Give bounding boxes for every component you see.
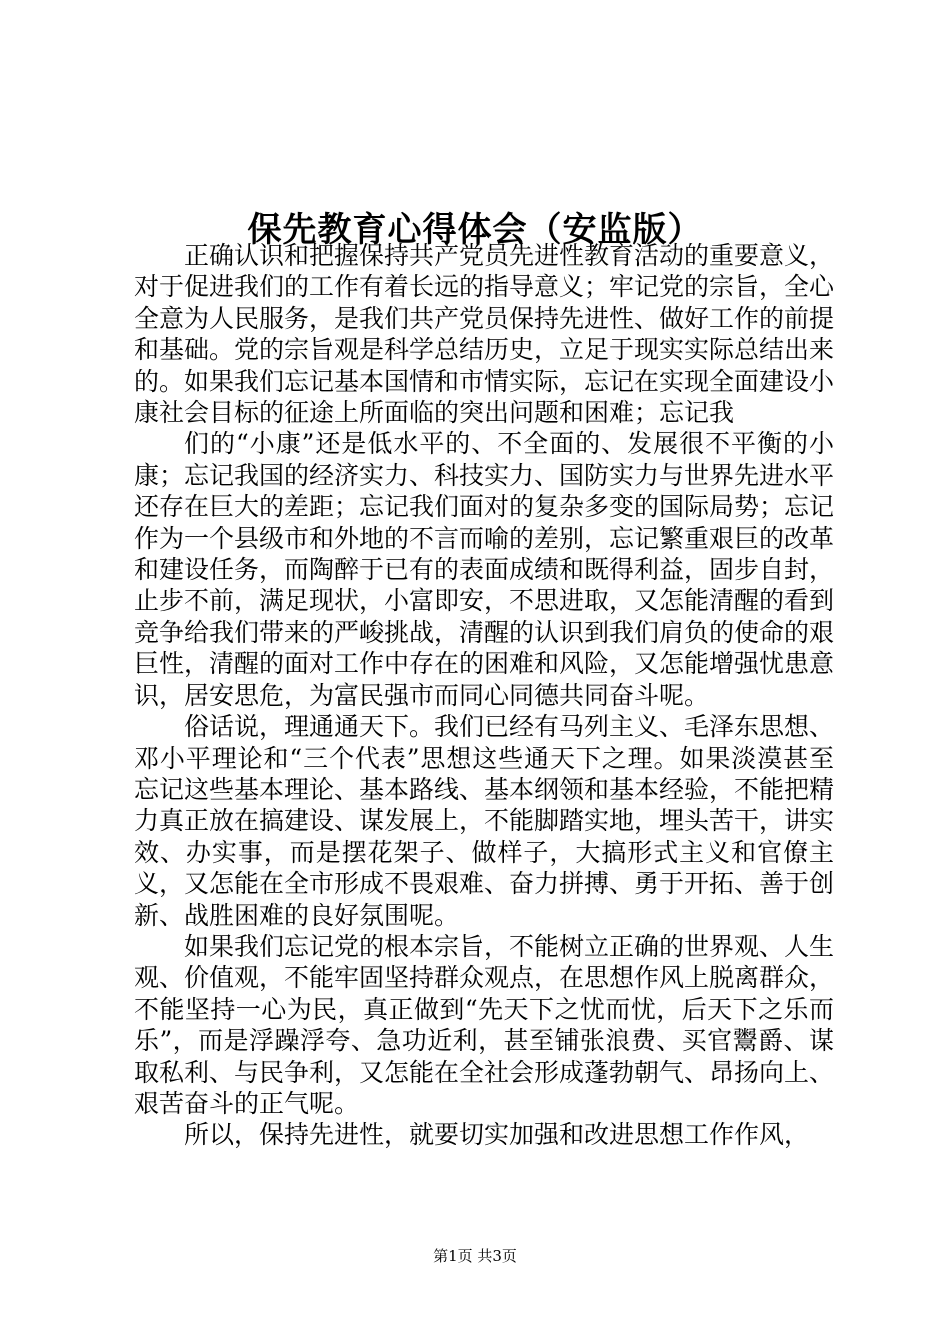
paragraph-2: 们的“小康”还是低水平的、不全面的、发展很不平衡的小康；忘记我国的经济实力、科技实力、国防实力与世界先进水平还存在巨大的差距；忘记我们面对的复杂多变的国际局势；忘记作为一个县级市和外地的不言而喻的差别，忘记繁重艰巨的改革和建设任务，而陶醉于已有的表面成绩和既得利益，固步自封，止步不前，满足现状，小富即安，不思进取，又怎能清醒的看到竞争给我们带来的严峻挑战，清醒的认识到我们肩负的使命的艰巨性，清醒的面对工作中存在的困难和风险，又怎能增强忧患意识，居安思危，为富民强市而同心同德共同奋斗呢。	[134, 429, 835, 710]
document-body	[134, 240, 834, 1151]
paragraph-3: 俗话说，理通通天下。我们已经有马列主义、毛泽东思想、邓小平理论和“三个代表”思想这些通天下之理。如果淡漠甚至忘记这些基本理论、基本路线、基本纲领和基本经验，不能把精力真正放在搞建设、谋发展上，不能脚踏实地，埋头苦干，讲实效、办实事，而是摆花架子、做样子，大搞形式主义和官僚主义，又怎能在全市形成不畏艰难、奋力拼搏、勇于开拓、善于创新、战胜困难的良好氛围呢。	[134, 712, 835, 930]
paragraph-4: 如果我们忘记党的根本宗旨，不能树立正确的世界观、人生观、价值观，不能牢固坚持群众观点，在思想作风上脱离群众，不能坚持一心为民，真正做到“先天下之忧而忧，后天下之乐而乐”，而是浮躁浮夸、急功近利，甚至铺张浪费、买官鬻爵、谋取私利、与民争利，又怎能在全社会形成蓬勃朝气、昂扬向上、艰苦奋斗的正气呢。	[134, 931, 835, 1118]
paragraph-1: 正确认识和把握保持共产党员先进性教育活动的重要意义，对于促进我们的工作有着长远的指导意义；牢记党的宗旨，全心全意为人民服务，是我们共产党员保持先进性、做好工作的前提和基础。党的宗旨观是科学总结历史，立足于现实实际总结出来的。如果我们忘记基本国情和市情实际，忘记在实现全面建设小康社会目标的征途上所面临的突出问题和困难；忘记我	[134, 241, 835, 428]
document-title: 保先教育心得体会（安监版）	[247, 209, 703, 250]
page-footer: 第1页 共3页	[433, 1247, 517, 1265]
paragraph-5: 所以，保持先进性，就要切实加强和改进思想工作作风，	[184, 1120, 810, 1150]
